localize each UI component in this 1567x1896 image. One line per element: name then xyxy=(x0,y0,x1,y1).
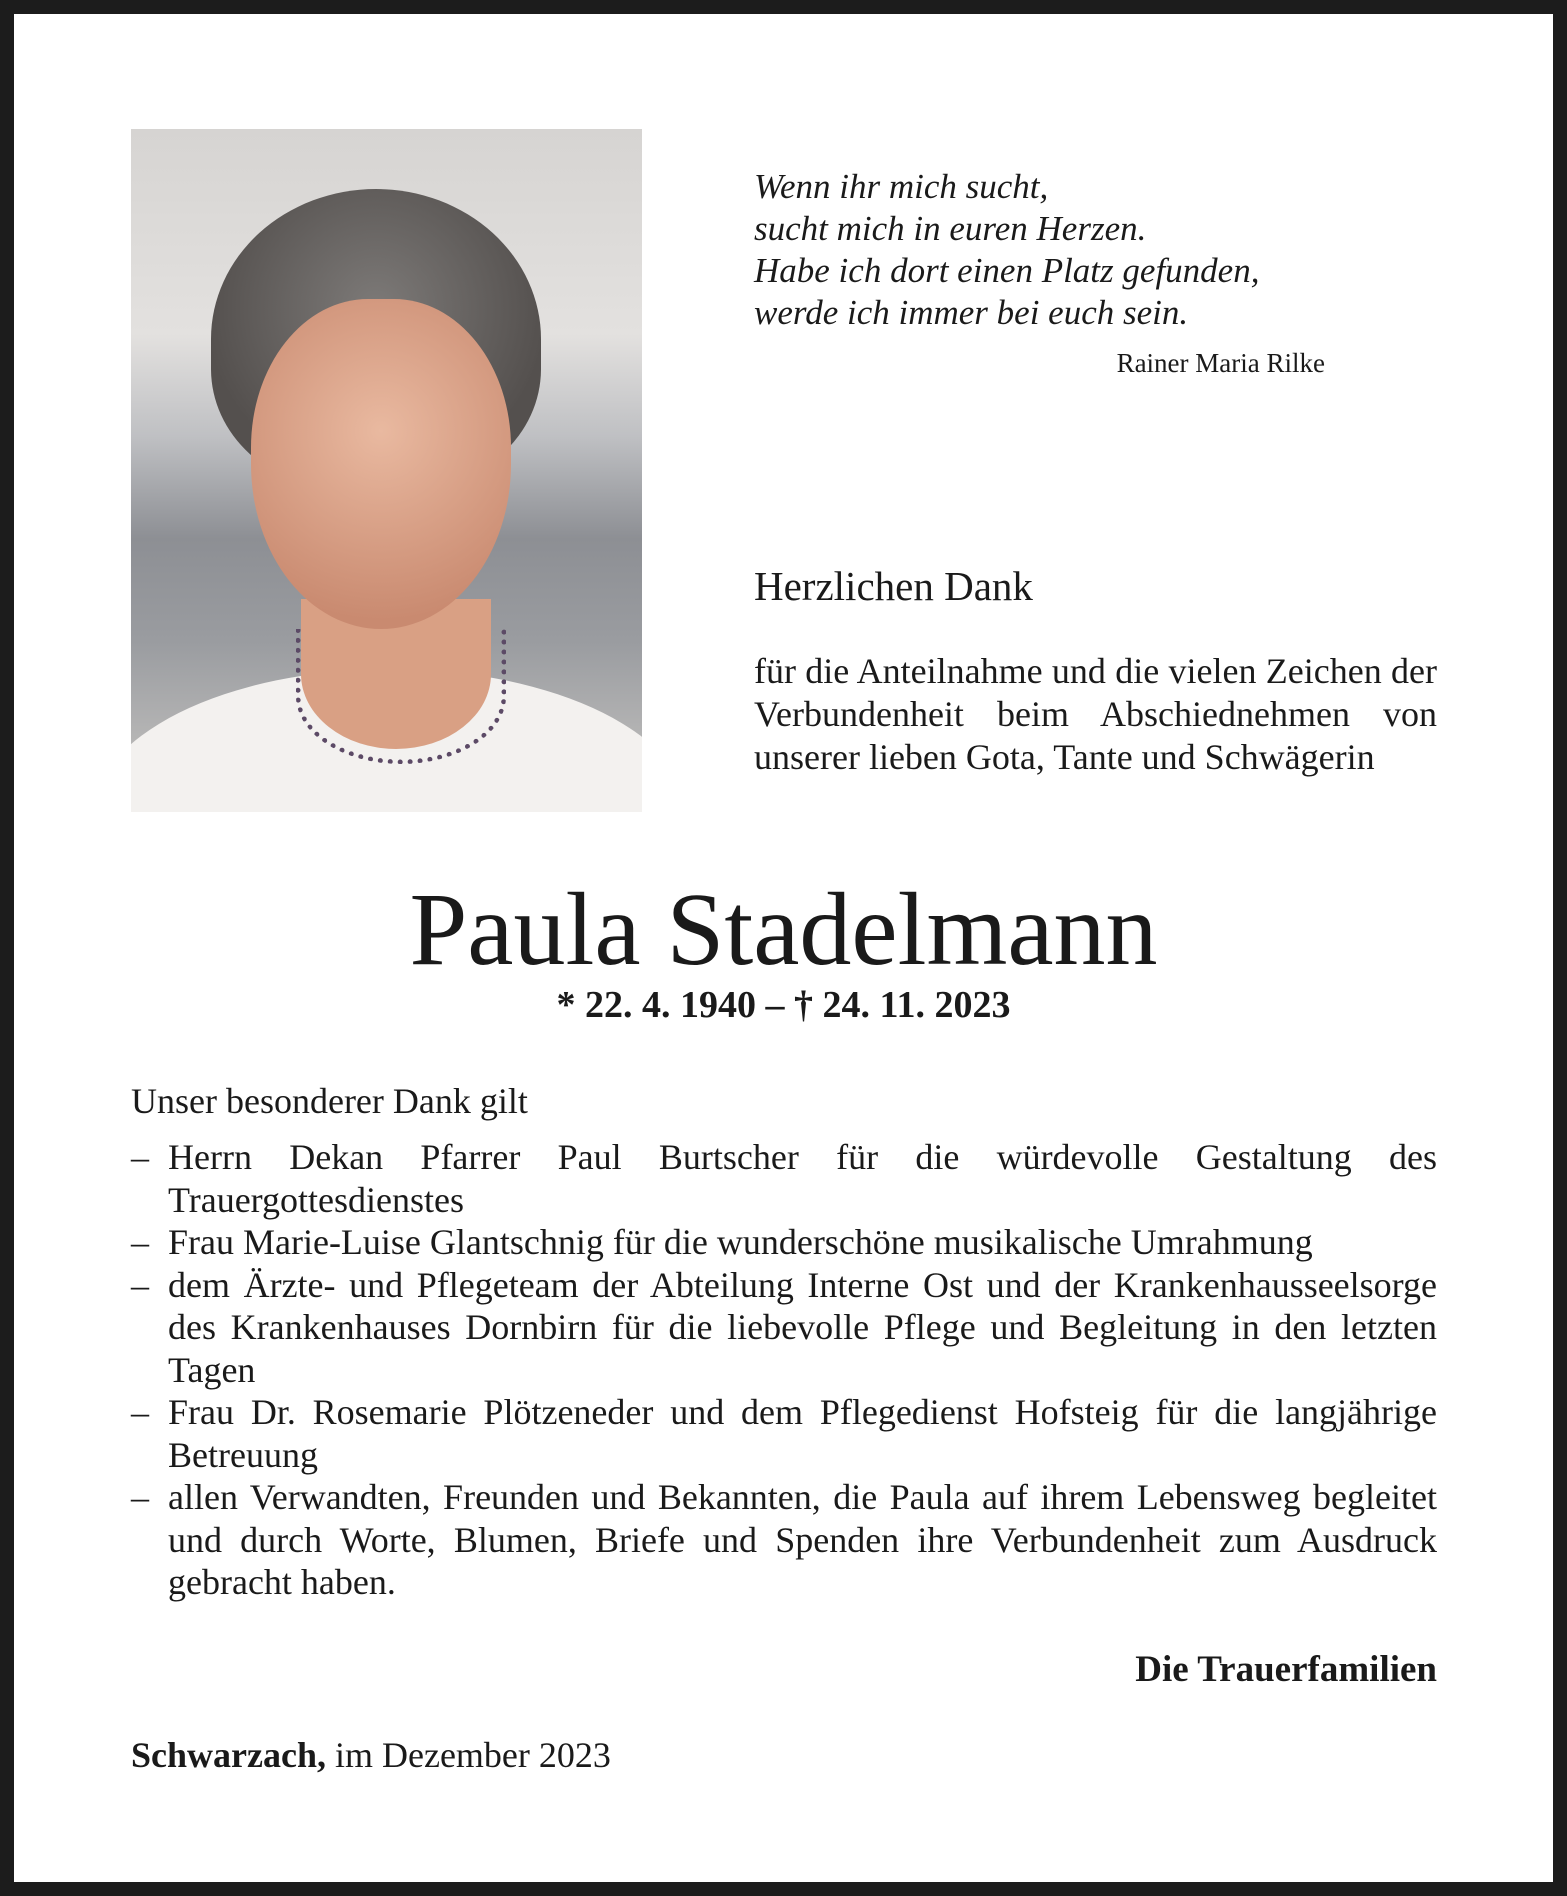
quote-line: werde ich immer bei euch sein. xyxy=(754,293,1189,332)
list-item xyxy=(131,1391,1437,1476)
dash: – xyxy=(131,1392,149,1432)
dash: – xyxy=(131,1477,149,1517)
list-item xyxy=(131,1221,1437,1264)
thanks-text: für die Anteilnahme und die vielen Zeichen der Verbundenheit beim Abschiednehmen von unserer lieben Gota, Tante und Schwägerin xyxy=(754,651,1437,777)
signature: Die Trauerfamilien xyxy=(1135,1649,1437,1690)
deceased-name: Paula Stadelmann xyxy=(409,872,1158,987)
thanks-title: Herzlichen Dank xyxy=(754,563,1033,609)
list-item xyxy=(131,1476,1437,1604)
dash: – xyxy=(131,1264,149,1305)
list-item-text: Frau Dr. Rosemarie Plötzeneder und dem Pflegedienst Hofsteig für die langjährige Betreuung xyxy=(168,1392,1437,1475)
list-item xyxy=(131,1264,1437,1392)
special-thanks-list xyxy=(131,1136,1437,1604)
place-date-text: im Dezember 2023 xyxy=(334,1735,611,1775)
list-item-text: allen Verwandten, Freunden und Bekannten, die Paula auf ihrem Lebensweg begleitet und durch Worte, Blumen, Briefe und Spenden ihre Verbundenheit zum Ausdruck gebracht haben. xyxy=(168,1477,1437,1602)
quote xyxy=(754,166,1259,334)
quote-line: Wenn ihr mich sucht, xyxy=(754,167,1049,206)
place-date xyxy=(131,1734,611,1776)
quote-line: sucht mich in euren Herzen. xyxy=(754,209,1147,248)
quote-line: Habe ich dort einen Platz gefunden, xyxy=(754,251,1260,290)
dash: – xyxy=(131,1137,149,1177)
place-town: Schwarzach, xyxy=(131,1735,326,1775)
list-item-text: Frau Marie-Luise Glantschnig für die wunderschöne musikalische Umrahmung xyxy=(168,1222,1313,1262)
list-item-text: Herrn Dekan Pfarrer Paul Burtscher für die würdevolle Gestaltung des Trauergottesdienstes xyxy=(168,1137,1437,1220)
quote-author: Rainer Maria Rilke xyxy=(1116,348,1325,378)
special-thanks-intro: Unser besonderer Dank gilt xyxy=(131,1081,528,1121)
dash: – xyxy=(131,1222,149,1262)
list-item xyxy=(131,1136,1437,1221)
portrait-photo xyxy=(131,129,642,812)
list-item-text: dem Ärzte- und Pflegeteam der Abteilung Interne Ost und der Krankenhausseelsorge des Krankenhauses Dornbirn für die liebevolle Pflege und Begleitung in den letzten Tagen xyxy=(168,1264,1437,1390)
life-dates: * 22. 4. 1940 – † 24. 11. 2023 xyxy=(556,984,1011,1026)
